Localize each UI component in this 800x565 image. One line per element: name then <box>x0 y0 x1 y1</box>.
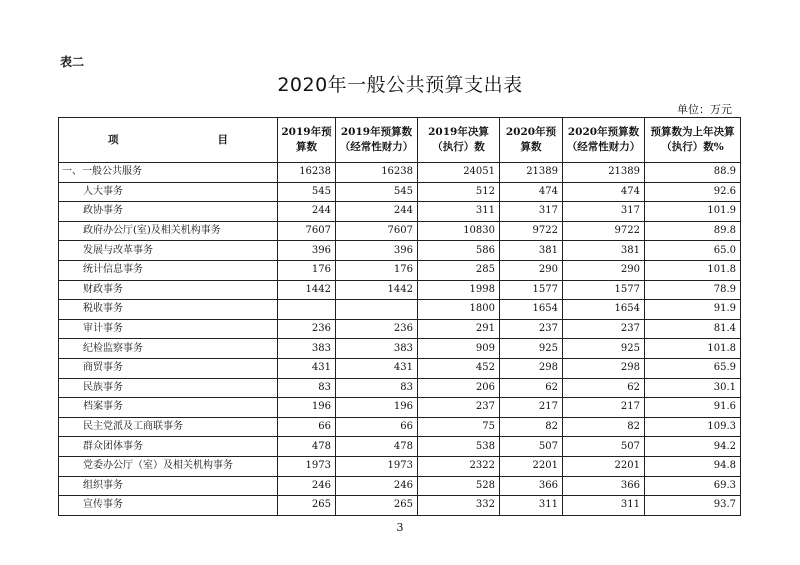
cell-2019-budget: 236 <box>278 319 336 339</box>
cell-2020-budget: 381 <box>500 241 563 261</box>
cell-2019-budget: 16238 <box>278 163 336 183</box>
cell-percent-of-prior-year: 101.8 <box>645 260 741 280</box>
cell-2019-budget-recurring: 83 <box>336 378 418 398</box>
cell-2020-budget-recurring: 1654 <box>563 300 645 320</box>
cell-2019-budget: 545 <box>278 182 336 202</box>
cell-2019-final: 206 <box>418 378 500 398</box>
cell-2019-budget-recurring: 176 <box>336 260 418 280</box>
table-row <box>59 378 741 398</box>
cell-2019-budget-recurring: 431 <box>336 358 418 378</box>
cell-percent-of-prior-year: 81.4 <box>645 319 741 339</box>
cell-2020-budget: 237 <box>500 319 563 339</box>
unit-label: 单位：万元 <box>677 103 732 116</box>
cell-2019-budget-recurring: 196 <box>336 398 418 418</box>
column-header-item: 项 目 <box>59 118 278 163</box>
cell-item-name: 民族事务 <box>59 378 278 398</box>
cell-2020-budget-recurring: 2201 <box>563 456 645 476</box>
cell-2019-budget-recurring: 66 <box>336 417 418 437</box>
cell-item-name: 政府办公厅(室)及相关机构事务 <box>59 221 278 241</box>
cell-2019-final: 452 <box>418 358 500 378</box>
cell-2020-budget-recurring: 9722 <box>563 221 645 241</box>
page-title: 2020年一般公共预算支出表 <box>277 74 523 96</box>
table-body <box>59 163 741 516</box>
cell-2019-final: 10830 <box>418 221 500 241</box>
cell-percent-of-prior-year: 109.3 <box>645 417 741 437</box>
cell-item-name: 民主党派及工商联事务 <box>59 417 278 437</box>
cell-item-name: 人大事务 <box>59 182 278 202</box>
cell-percent-of-prior-year: 94.2 <box>645 437 741 457</box>
cell-2019-final: 24051 <box>418 163 500 183</box>
budget-expenditure-table <box>58 117 741 516</box>
cell-2019-budget: 1973 <box>278 456 336 476</box>
cell-2020-budget: 290 <box>500 260 563 280</box>
cell-item-name: 税收事务 <box>59 300 278 320</box>
cell-2019-final: 2322 <box>418 456 500 476</box>
cell-item-name: 政协事务 <box>59 202 278 222</box>
cell-2020-budget: 507 <box>500 437 563 457</box>
table-row <box>59 339 741 359</box>
column-header-2020-budget: 2020年预算数 <box>500 118 563 163</box>
cell-percent-of-prior-year: 89.8 <box>645 221 741 241</box>
cell-percent-of-prior-year: 69.3 <box>645 476 741 496</box>
cell-item-name: 组织事务 <box>59 476 278 496</box>
cell-2019-budget: 1442 <box>278 280 336 300</box>
cell-2020-budget: 311 <box>500 496 563 516</box>
cell-2019-budget-recurring: 545 <box>336 182 418 202</box>
cell-2019-final: 909 <box>418 339 500 359</box>
cell-percent-of-prior-year: 91.9 <box>645 300 741 320</box>
cell-2019-budget-recurring: 1442 <box>336 280 418 300</box>
cell-2020-budget: 82 <box>500 417 563 437</box>
cell-2020-budget-recurring: 366 <box>563 476 645 496</box>
cell-2019-budget: 176 <box>278 260 336 280</box>
column-header-2019-budget: 2019年预算数 <box>278 118 336 163</box>
table-row <box>59 456 741 476</box>
cell-item-name: 党委办公厅（室）及相关机构事务 <box>59 456 278 476</box>
cell-2020-budget: 925 <box>500 339 563 359</box>
cell-percent-of-prior-year: 94.8 <box>645 456 741 476</box>
cell-2019-final: 332 <box>418 496 500 516</box>
cell-item-name: 商贸事务 <box>59 358 278 378</box>
table-row <box>59 280 741 300</box>
cell-2019-final: 528 <box>418 476 500 496</box>
table-row <box>59 398 741 418</box>
cell-2019-budget: 396 <box>278 241 336 261</box>
cell-percent-of-prior-year: 101.8 <box>645 339 741 359</box>
cell-2019-budget-recurring: 236 <box>336 319 418 339</box>
cell-2019-budget: 383 <box>278 339 336 359</box>
cell-2019-final: 538 <box>418 437 500 457</box>
cell-2019-final: 291 <box>418 319 500 339</box>
table-row <box>59 241 741 261</box>
cell-2020-budget: 474 <box>500 182 563 202</box>
cell-2020-budget: 317 <box>500 202 563 222</box>
cell-2019-budget-recurring: 246 <box>336 476 418 496</box>
cell-2020-budget: 21389 <box>500 163 563 183</box>
cell-2019-budget: 431 <box>278 358 336 378</box>
table-row <box>59 476 741 496</box>
cell-item-name: 统计信息事务 <box>59 260 278 280</box>
table-row <box>59 202 741 222</box>
cell-percent-of-prior-year: 78.9 <box>645 280 741 300</box>
cell-percent-of-prior-year: 93.7 <box>645 496 741 516</box>
cell-percent-of-prior-year: 65.0 <box>645 241 741 261</box>
table-row <box>59 417 741 437</box>
cell-2020-budget-recurring: 217 <box>563 398 645 418</box>
cell-2019-final: 1998 <box>418 280 500 300</box>
cell-2020-budget: 298 <box>500 358 563 378</box>
cell-2019-budget: 244 <box>278 202 336 222</box>
table-row <box>59 163 741 183</box>
column-header-2019-budget-recurring: 2019年预算数（经常性财力） <box>336 118 418 163</box>
cell-2019-budget: 196 <box>278 398 336 418</box>
cell-item-name: 财政事务 <box>59 280 278 300</box>
column-header-percent-of-prior-year: 预算数为上年决算（执行）数% <box>645 118 741 163</box>
cell-2020-budget: 9722 <box>500 221 563 241</box>
cell-2019-budget-recurring: 16238 <box>336 163 418 183</box>
cell-percent-of-prior-year: 92.6 <box>645 182 741 202</box>
cell-2019-final: 1800 <box>418 300 500 320</box>
cell-2020-budget: 1577 <box>500 280 563 300</box>
cell-2019-budget-recurring <box>336 300 418 320</box>
cell-item-name: 审计事务 <box>59 319 278 339</box>
table-row <box>59 182 741 202</box>
cell-percent-of-prior-year: 65.9 <box>645 358 741 378</box>
cell-2019-budget-recurring: 7607 <box>336 221 418 241</box>
table-header-row <box>59 118 741 163</box>
cell-2019-final: 75 <box>418 417 500 437</box>
cell-2020-budget-recurring: 21389 <box>563 163 645 183</box>
page-number: 3 <box>396 521 404 534</box>
table-row <box>59 496 741 516</box>
cell-2019-budget-recurring: 478 <box>336 437 418 457</box>
cell-2020-budget-recurring: 290 <box>563 260 645 280</box>
cell-2019-budget: 265 <box>278 496 336 516</box>
cell-2020-budget-recurring: 317 <box>563 202 645 222</box>
cell-2019-budget: 83 <box>278 378 336 398</box>
cell-percent-of-prior-year: 30.1 <box>645 378 741 398</box>
cell-2020-budget: 62 <box>500 378 563 398</box>
cell-2020-budget-recurring: 474 <box>563 182 645 202</box>
column-header-2020-budget-recurring: 2020年预算数（经常性财力） <box>563 118 645 163</box>
cell-2019-budget-recurring: 244 <box>336 202 418 222</box>
table-row <box>59 358 741 378</box>
cell-2020-budget: 1654 <box>500 300 563 320</box>
cell-2020-budget-recurring: 925 <box>563 339 645 359</box>
table-row <box>59 300 741 320</box>
cell-item-name: 纪检监察事务 <box>59 339 278 359</box>
cell-2020-budget-recurring: 381 <box>563 241 645 261</box>
cell-2019-budget: 246 <box>278 476 336 496</box>
cell-2019-budget: 7607 <box>278 221 336 241</box>
cell-2019-budget-recurring: 265 <box>336 496 418 516</box>
cell-2020-budget-recurring: 507 <box>563 437 645 457</box>
table-row <box>59 260 741 280</box>
cell-2019-final: 237 <box>418 398 500 418</box>
table-row <box>59 319 741 339</box>
cell-2019-budget <box>278 300 336 320</box>
cell-2020-budget-recurring: 82 <box>563 417 645 437</box>
cell-2020-budget-recurring: 237 <box>563 319 645 339</box>
table-label: 表二 <box>60 55 85 69</box>
table-row <box>59 221 741 241</box>
cell-2020-budget: 217 <box>500 398 563 418</box>
cell-2019-budget: 66 <box>278 417 336 437</box>
cell-2020-budget-recurring: 62 <box>563 378 645 398</box>
cell-2019-budget: 478 <box>278 437 336 457</box>
cell-percent-of-prior-year: 101.9 <box>645 202 741 222</box>
cell-2019-final: 586 <box>418 241 500 261</box>
cell-item-name: 宣传事务 <box>59 496 278 516</box>
cell-2020-budget: 366 <box>500 476 563 496</box>
cell-2019-final: 512 <box>418 182 500 202</box>
cell-percent-of-prior-year: 88.9 <box>645 163 741 183</box>
column-header-2019-final: 2019年决算（执行）数 <box>418 118 500 163</box>
cell-item-name: 群众团体事务 <box>59 437 278 457</box>
cell-2019-budget-recurring: 396 <box>336 241 418 261</box>
cell-percent-of-prior-year: 91.6 <box>645 398 741 418</box>
cell-2020-budget-recurring: 298 <box>563 358 645 378</box>
cell-2020-budget-recurring: 311 <box>563 496 645 516</box>
cell-2019-final: 311 <box>418 202 500 222</box>
cell-item-name: 一、一般公共服务 <box>59 163 278 183</box>
cell-item-name: 发展与改革事务 <box>59 241 278 261</box>
cell-2020-budget-recurring: 1577 <box>563 280 645 300</box>
cell-item-name: 档案事务 <box>59 398 278 418</box>
cell-2019-final: 285 <box>418 260 500 280</box>
table-row <box>59 437 741 457</box>
cell-2020-budget: 2201 <box>500 456 563 476</box>
cell-2019-budget-recurring: 383 <box>336 339 418 359</box>
cell-2019-budget-recurring: 1973 <box>336 456 418 476</box>
